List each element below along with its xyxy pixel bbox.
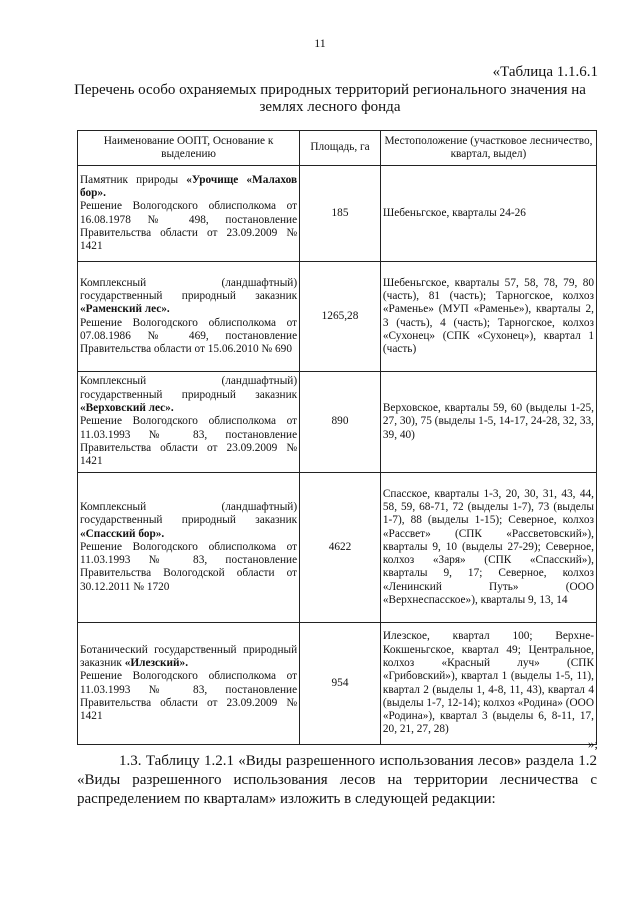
cell-location: Шебеньгское, кварталы 57, 58, 78, 79, 80 (часть), 81 (часть); Тарногское, колхоз «Раменье» (МУП «Раменье»), кварталы 2, 3 (часть), 4 (часть); Тарногское, колхоз «Сухонец» (СПК «Сухонец»), квартал 1 (часть) (380, 262, 596, 372)
table-row (78, 166, 597, 262)
area-type: Комплексный (ландшафтный) государственный природный заказник (80, 500, 298, 527)
page-number: 11 (314, 36, 326, 50)
quote-end: »; (587, 736, 598, 751)
area-decision: Решение Вологодского облисполкома от 11.03.1993 № 83, постановление Правительства области от 23.09.2009 № 1421 (80, 670, 298, 723)
table-row (78, 623, 597, 745)
table-row (78, 262, 597, 372)
amendment-paragraph: 1.3. Таблицу 1.2.1 «Виды разрешенного использования лесов» раздела 1.2 «Виды разрешенного использования лесов на территории лесничества с распределением по кварталам» изложить в следующей редакции: (77, 753, 597, 807)
cell-area: 4622 (300, 473, 381, 623)
table-header-row (78, 131, 597, 166)
area-name: «Урочище «Малахов бор». (80, 173, 298, 199)
area-type: Памятник природы (80, 173, 179, 186)
area-name: «Верховский лес». (80, 402, 174, 415)
cell-name (78, 166, 300, 262)
cell-location: Верховское, кварталы 59, 60 (выделы 1-25, 27, 30), 75 (выделы 1-5, 14-17, 24-28, 32, 33, 39, 40) (380, 372, 596, 473)
area-type: Комплексный (ландшафтный) государственный природный заказник (80, 276, 298, 302)
area-decision: Решение Вологодского облисполкома от 11.03.1993 № 83, постановление Правительства Вологодской области от 30.12.2011 № 1720 (80, 540, 298, 593)
area-decision: Решение Вологодского облисполкома от 07.08.1986 № 469, постановление Правительства области от 15.06.2010 № 690 (80, 316, 298, 356)
area-type: Ботанический государственный природный заказник (80, 643, 298, 669)
cell-area: 185 (300, 166, 381, 262)
table-label: «Таблица 1.1.6.1 (492, 64, 598, 80)
protected-areas-table (77, 130, 597, 745)
area-decision: Решение Вологодского облисполкома от 16.08.1978 № 498, постановление Правительства области от 23.09.2009 № 1421 (80, 200, 298, 253)
cell-area: 890 (300, 372, 381, 473)
header-location: Местоположение (участковое лесничество, квартал, выдел) (380, 131, 596, 166)
cell-location: Илезское, квартал 100; Верхне-Кокшеньгское, квартал 49; Центральное, колхоз «Красный луч» (СПК «Грибовский»), квартал 1 (выделы 1-5, 11), квартал 2 (выделы 1, 4-8, 11, 43), квартал 4 (выделы 1-7, 12-14); колхоз «Родина» (ООО «Родина»), квартал 3 (выделы 6, 8-11, 17, 20, 21, 27, 28) (380, 623, 596, 745)
cell-name (78, 262, 300, 372)
table-title: Перечень особо охраняемых природных территорий регионального значения на землях лесного фонда (74, 82, 586, 115)
cell-name (78, 623, 300, 745)
table-row (78, 372, 597, 473)
cell-name (78, 372, 300, 473)
table-row (78, 473, 597, 623)
header-name: Наименование ООПТ, Основание к выделению (78, 131, 300, 166)
cell-area: 1265,28 (300, 262, 381, 372)
area-type: Комплексный (ландшафтный) государственный природный заказник (80, 375, 298, 401)
cell-location: Шебеньгское, кварталы 24-26 (380, 166, 596, 262)
header-area: Площадь, га (300, 131, 381, 166)
cell-location: Спасское, кварталы 1-3, 20, 30, 31, 43, 44, 58, 59, 68-71, 72 (выделы 1-7), 73 (выделы 1-7), 88 (выделы 1-15); Северное, колхоз «Рассвет» (СПК «Рассветовский»), кварталы 9, 10 (выделы 27-29); Северное, колхоз «Заря» (СПК «Спасский»), кварталы 9, 17; Северное, колхоз «Ленинский Путь» (ООО «Верхнеспасское»), кварталы 9, 13, 14 (380, 473, 596, 623)
cell-area: 954 (300, 623, 381, 745)
area-name: «Спасский бор». (80, 527, 165, 540)
area-name: «Раменский лес». (80, 303, 170, 316)
cell-name (78, 473, 300, 623)
area-name: «Илезский». (124, 656, 189, 669)
area-decision: Решение Вологодского облисполкома от 11.03.1993 № 83, постановление Правительства области от 23.09.2009 № 1421 (80, 415, 298, 468)
